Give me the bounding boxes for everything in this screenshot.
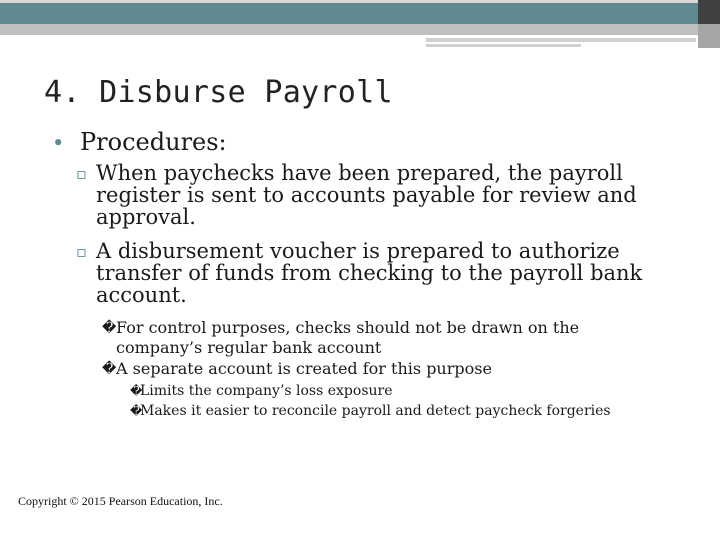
square-bullet-icon: ▫: [76, 242, 87, 261]
top-banner-light-band: [0, 24, 720, 35]
copyright-notice: Copyright © 2015 Pearson Education, Inc.: [18, 494, 223, 508]
level3-text: For control purposes, checks should not be drawn on the company’s regular bank account: [116, 318, 580, 357]
level4-item: [130, 382, 690, 400]
top-banner-thin-line: [426, 38, 696, 42]
bullet-dot-icon: •: [52, 131, 65, 155]
top-banner-right-block: [698, 0, 720, 24]
subbullet-text: When paychecks have been prepared, the payroll register is sent to accounts payable for review and approval.: [96, 161, 637, 229]
level3-item: [102, 359, 662, 379]
level4-text: Limits the company’s loss exposure: [140, 383, 393, 399]
missing-glyph-bullet-icon: �: [102, 361, 117, 377]
top-banner-bar: [0, 0, 698, 24]
missing-glyph-bullet-icon: �: [130, 404, 143, 418]
level3-item: [102, 318, 662, 358]
top-banner-thin-line-short: [426, 44, 581, 47]
bullet-procedures: [52, 128, 227, 156]
slide-title: 4. Disburse Payroll: [44, 75, 393, 110]
subbullet-text: A disbursement voucher is prepared to authorize transfer of funds from checking to the payroll bank account.: [96, 239, 643, 307]
square-bullet-icon: ▫: [76, 164, 87, 183]
level4-item: [130, 402, 690, 420]
top-banner-right-light-block: [698, 24, 720, 48]
subbullet-item: [76, 162, 696, 228]
missing-glyph-bullet-icon: �: [130, 384, 143, 398]
level3-text: A separate account is created for this purpose: [116, 359, 492, 378]
missing-glyph-bullet-icon: �: [102, 320, 117, 336]
bullet-heading: Procedures:: [80, 128, 227, 156]
subbullet-item: [76, 240, 696, 306]
level4-text: Makes it easier to reconcile payroll and detect paycheck forgeries: [140, 403, 611, 419]
